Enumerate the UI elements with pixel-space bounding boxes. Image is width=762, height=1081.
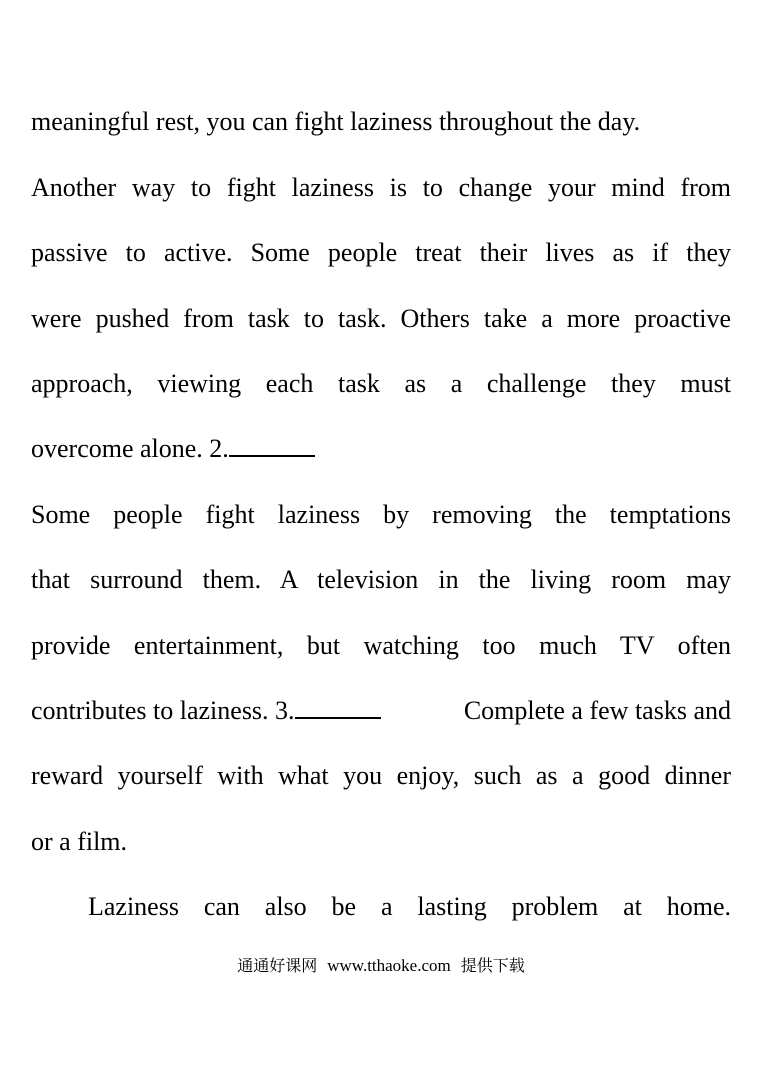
footer-url[interactable]: www.tthaoke.com	[327, 956, 451, 975]
text-line-13: Laziness can also be a lasting problem at home.	[88, 892, 731, 921]
blank-3-line-segment	[31, 694, 381, 728]
text-line-6	[31, 432, 731, 466]
text-line-11: reward yourself with what you enjoy, such as a good dinner	[31, 761, 731, 790]
blank-3-prefix: contributes to laziness. 3.	[31, 696, 295, 725]
text-line-7: Some people fight laziness by removing the temptations	[31, 500, 731, 529]
blank-3-suffix: Complete a few tasks and	[463, 696, 731, 725]
footer-site-name: 通通好课网	[237, 956, 318, 975]
text-line-8: that surround them. A television in the living room may	[31, 565, 731, 594]
page-footer	[0, 955, 762, 977]
text-line-10	[31, 694, 731, 728]
text-line-3: passive to active. Some people treat their lives as if they	[31, 238, 731, 267]
text-line-9: provide entertainment, but watching too much TV often	[31, 631, 731, 660]
text-line-12: or a film.	[31, 827, 128, 856]
text-line-4: were pushed from task to task. Others take a more proactive	[31, 304, 731, 333]
text-line-5: approach, viewing each task as a challenge they must	[31, 369, 731, 398]
footer-download-text: 提供下载	[460, 956, 525, 975]
answer-blank-3	[295, 697, 381, 719]
text-line-2: Another way to fight laziness is to change your mind from	[31, 173, 731, 202]
blank-2-prefix: overcome alone. 2.	[31, 434, 229, 463]
text-line-1: meaningful rest, you can fight laziness throughout the day.	[31, 107, 641, 136]
answer-blank-2	[229, 435, 315, 457]
